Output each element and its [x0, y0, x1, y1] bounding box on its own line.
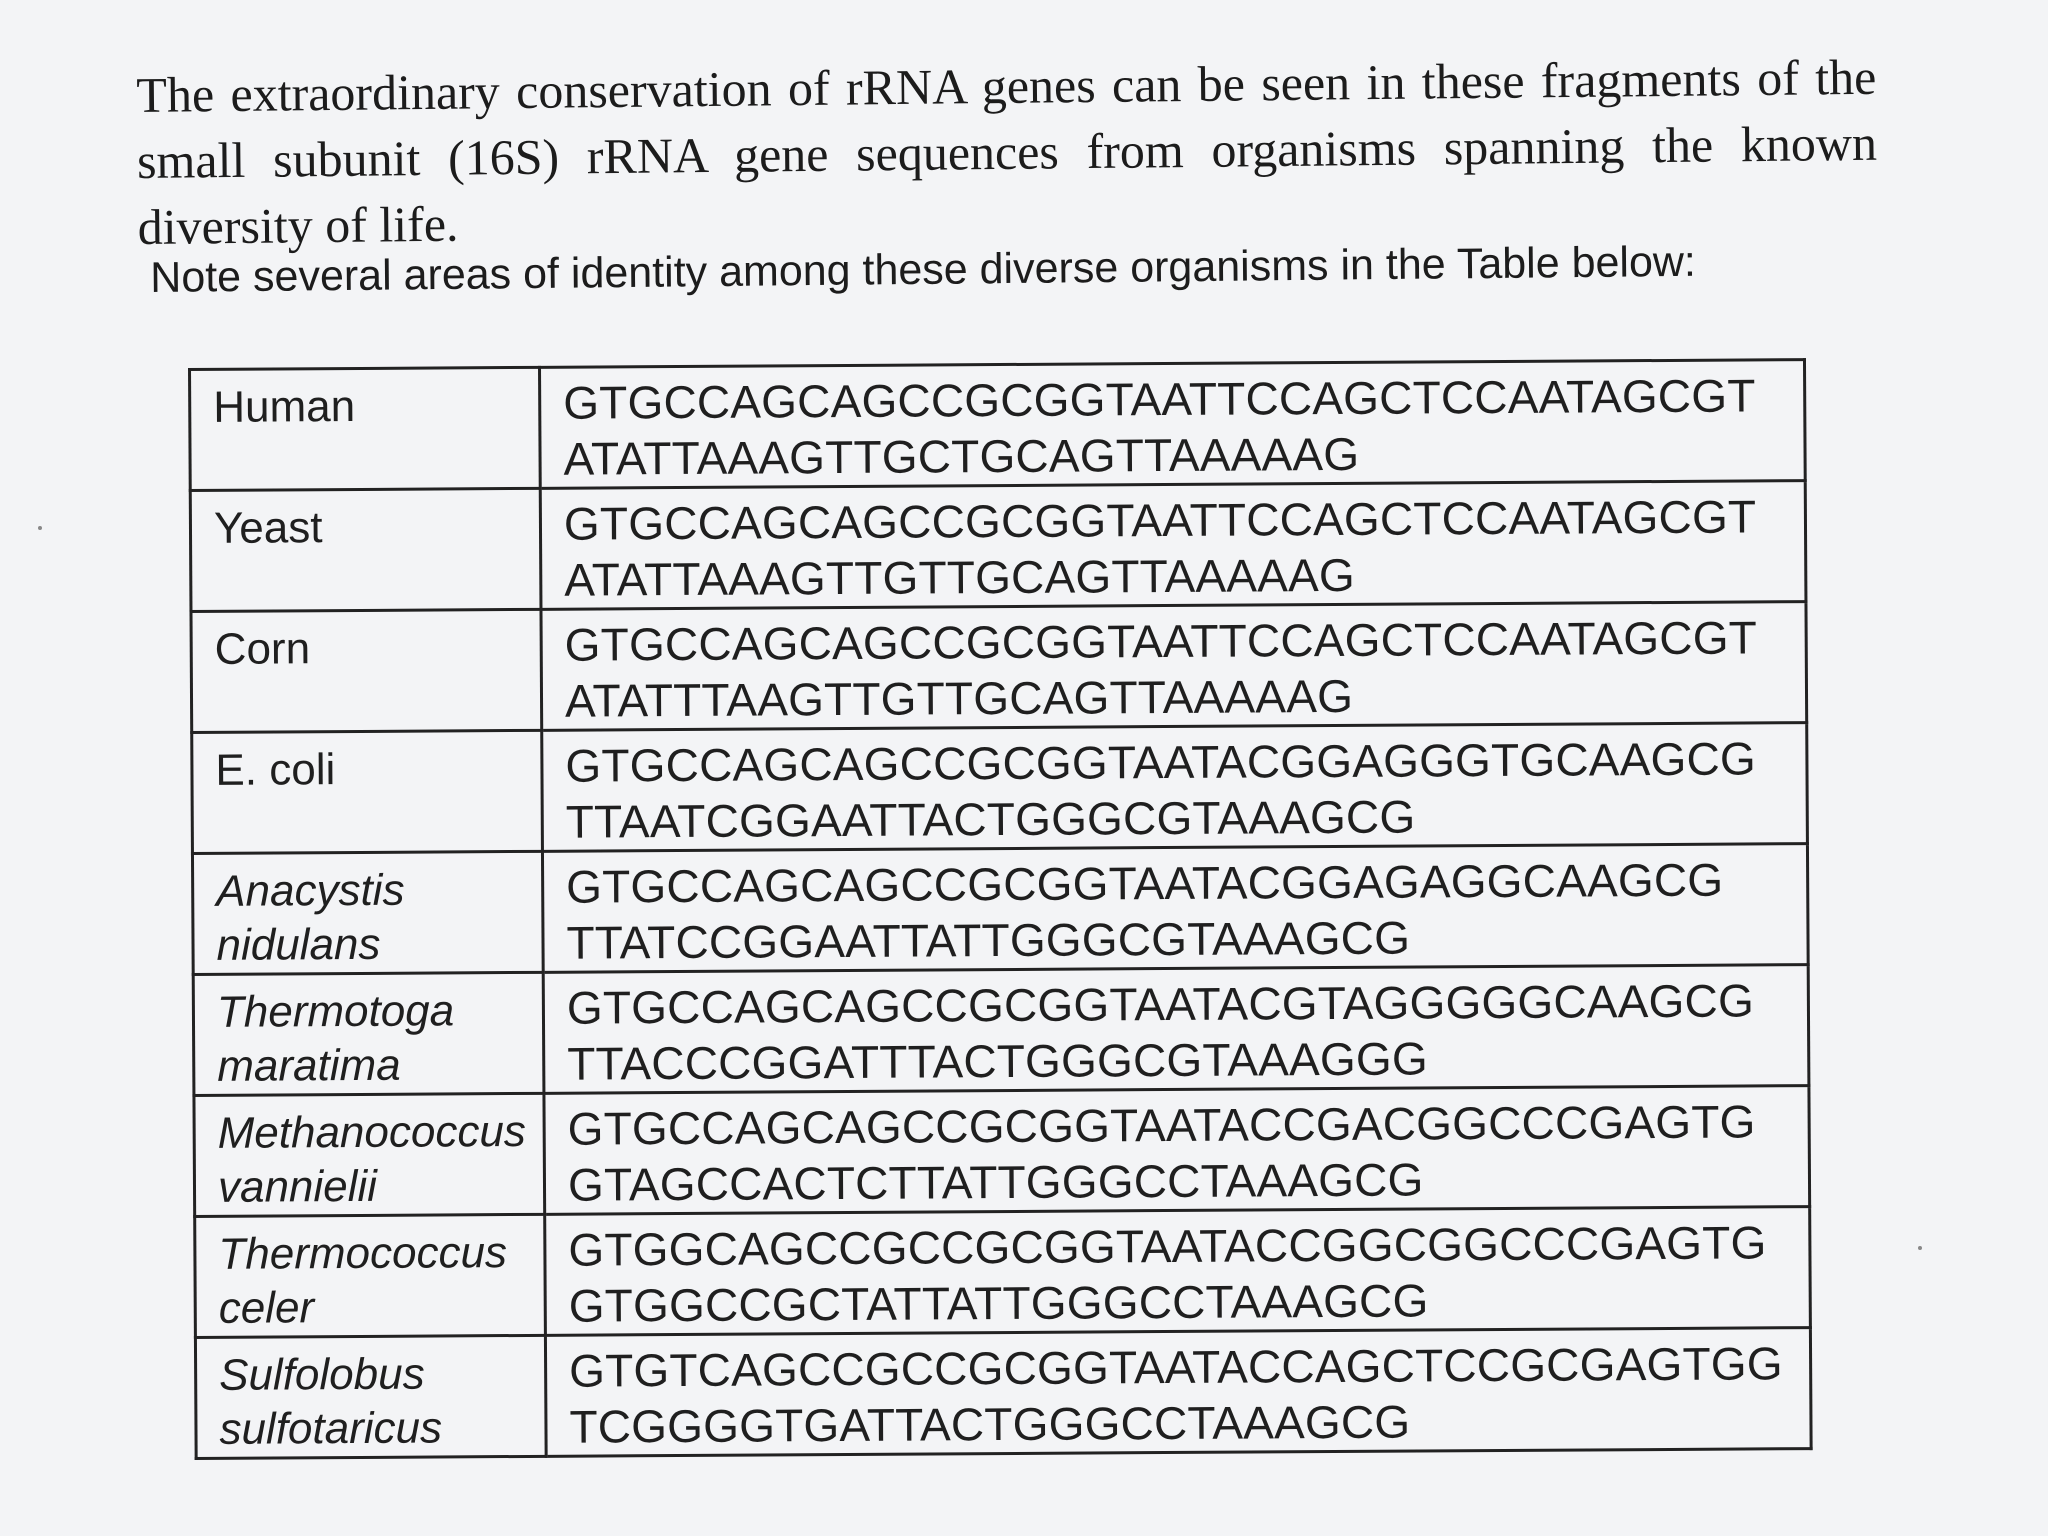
sequence-line-2: ATATTAAAGTTGTTGCAGTTAAAAAG [564, 548, 1356, 606]
sequence-line-1: GTGCCAGCAGCCGCGGTAATTCCAGCTCCAATAGCGT [564, 611, 1758, 671]
table-row [195, 1207, 1811, 1338]
organism-cell [194, 1093, 545, 1216]
organism-cell [191, 609, 542, 732]
organism-name: Yeast [213, 503, 323, 553]
table-row [192, 844, 1808, 975]
table-note: Note several areas of identity among these diverse organisms in the Table below: [150, 237, 1697, 302]
table-row [190, 481, 1806, 612]
table-row [192, 723, 1808, 854]
scan-speck [38, 526, 42, 530]
organism-cell [193, 972, 544, 1095]
sequence-cell [541, 602, 1807, 731]
sequence-line-2: TCGGGGTGATTACTGGGCCTAAAGCG [569, 1395, 1411, 1453]
organism-name: Thermotoga maratima [216, 986, 455, 1091]
sequence-line-1: GTGCCAGCAGCCGCGGTAATTCCAGCTCCAATAGCGT [563, 369, 1756, 429]
organism-name: Sulfolobus sulfotaricus [219, 1349, 443, 1454]
organism-name: Methanococcus vannielii [217, 1106, 526, 1212]
organism-cell [190, 367, 541, 490]
organism-cell [195, 1214, 546, 1337]
organism-name: E. coli [215, 745, 336, 795]
sequence-line-2: ATATTTAAGTTGTTGCAGTTAAAAAG [564, 669, 1354, 727]
organism-cell [190, 488, 541, 611]
sequence-cell [540, 360, 1806, 489]
scan-speck [1918, 1246, 1922, 1250]
sequence-line-2: GTGGCCGCTATTATTGGGCCTAAAGCG [568, 1274, 1429, 1332]
sequence-line-2: TTATCCGGAATTATTGGGCGTAAAGCG [566, 911, 1411, 969]
table-row [193, 965, 1809, 1096]
sequence-cell [542, 723, 1808, 852]
table-row [195, 1328, 1811, 1459]
sequence-line-2: ATATTAAAGTTGCTGCAGTTAAAAAG [563, 427, 1360, 485]
organism-name: Thermococcus celer [218, 1228, 508, 1333]
sequence-cell [543, 965, 1809, 1094]
sequence-line-1: GTGTCAGCCGCCGCGGTAATACCAGCTCCGCGAGTGG [568, 1337, 1783, 1397]
table-row [194, 1086, 1810, 1217]
sequence-cell [544, 1086, 1810, 1215]
sequence-cell [545, 1328, 1811, 1457]
sequence-cell [542, 844, 1808, 973]
sequence-line-1: GTGCCAGCAGCCGCGGTAATACGGAGGGTGCAAGCG [565, 732, 1757, 792]
sequence-line-1: GTGCCAGCAGCCGCGGTAATACGGAGAGGCAAGCG [566, 853, 1724, 913]
organism-name: Anacystis nidulans [216, 865, 405, 970]
sequence-cell [545, 1207, 1811, 1336]
sequence-line-2: TTAATCGGAATTACTGGGCGTAAAGCG [565, 790, 1416, 848]
table-row [190, 360, 1806, 491]
organism-name: Human [213, 381, 356, 432]
intro-paragraph: The extraordinary conservation of rRNA genes can be seen in these fragments of the small subunit (16S) rRNA gene sequences from organisms spanning the known diversity of life. [136, 48, 1878, 255]
organism-cell [195, 1335, 546, 1458]
sequence-line-2: TTACCCGGATTTACTGGGCGTAAAGGG [567, 1032, 1429, 1090]
table-row [191, 602, 1807, 733]
sequence-line-1: GTGGCAGCCGCCGCGGTAATACCGGCGGCCCGAGTG [568, 1216, 1767, 1276]
sequence-line-1: GTGCCAGCAGCCGCGGTAATACGTAGGGGGCAAGCG [566, 974, 1755, 1034]
rrna-sequence-table [188, 358, 1813, 1460]
sequence-line-1: GTGCCAGCAGCCGCGGTAATTCCAGCTCCAATAGCGT [563, 490, 1757, 550]
organism-cell [192, 851, 543, 974]
sequence-line-2: GTAGCCACTCTTATTGGGCCTAAAGCG [567, 1153, 1424, 1211]
sequence-line-1: GTGCCAGCAGCCGCGGTAATACCGACGGCCCGAGTG [567, 1095, 1756, 1155]
sequence-cell [540, 481, 1806, 610]
organism-name: Corn [214, 624, 311, 674]
table-body [190, 360, 1812, 1459]
organism-cell [192, 730, 543, 853]
